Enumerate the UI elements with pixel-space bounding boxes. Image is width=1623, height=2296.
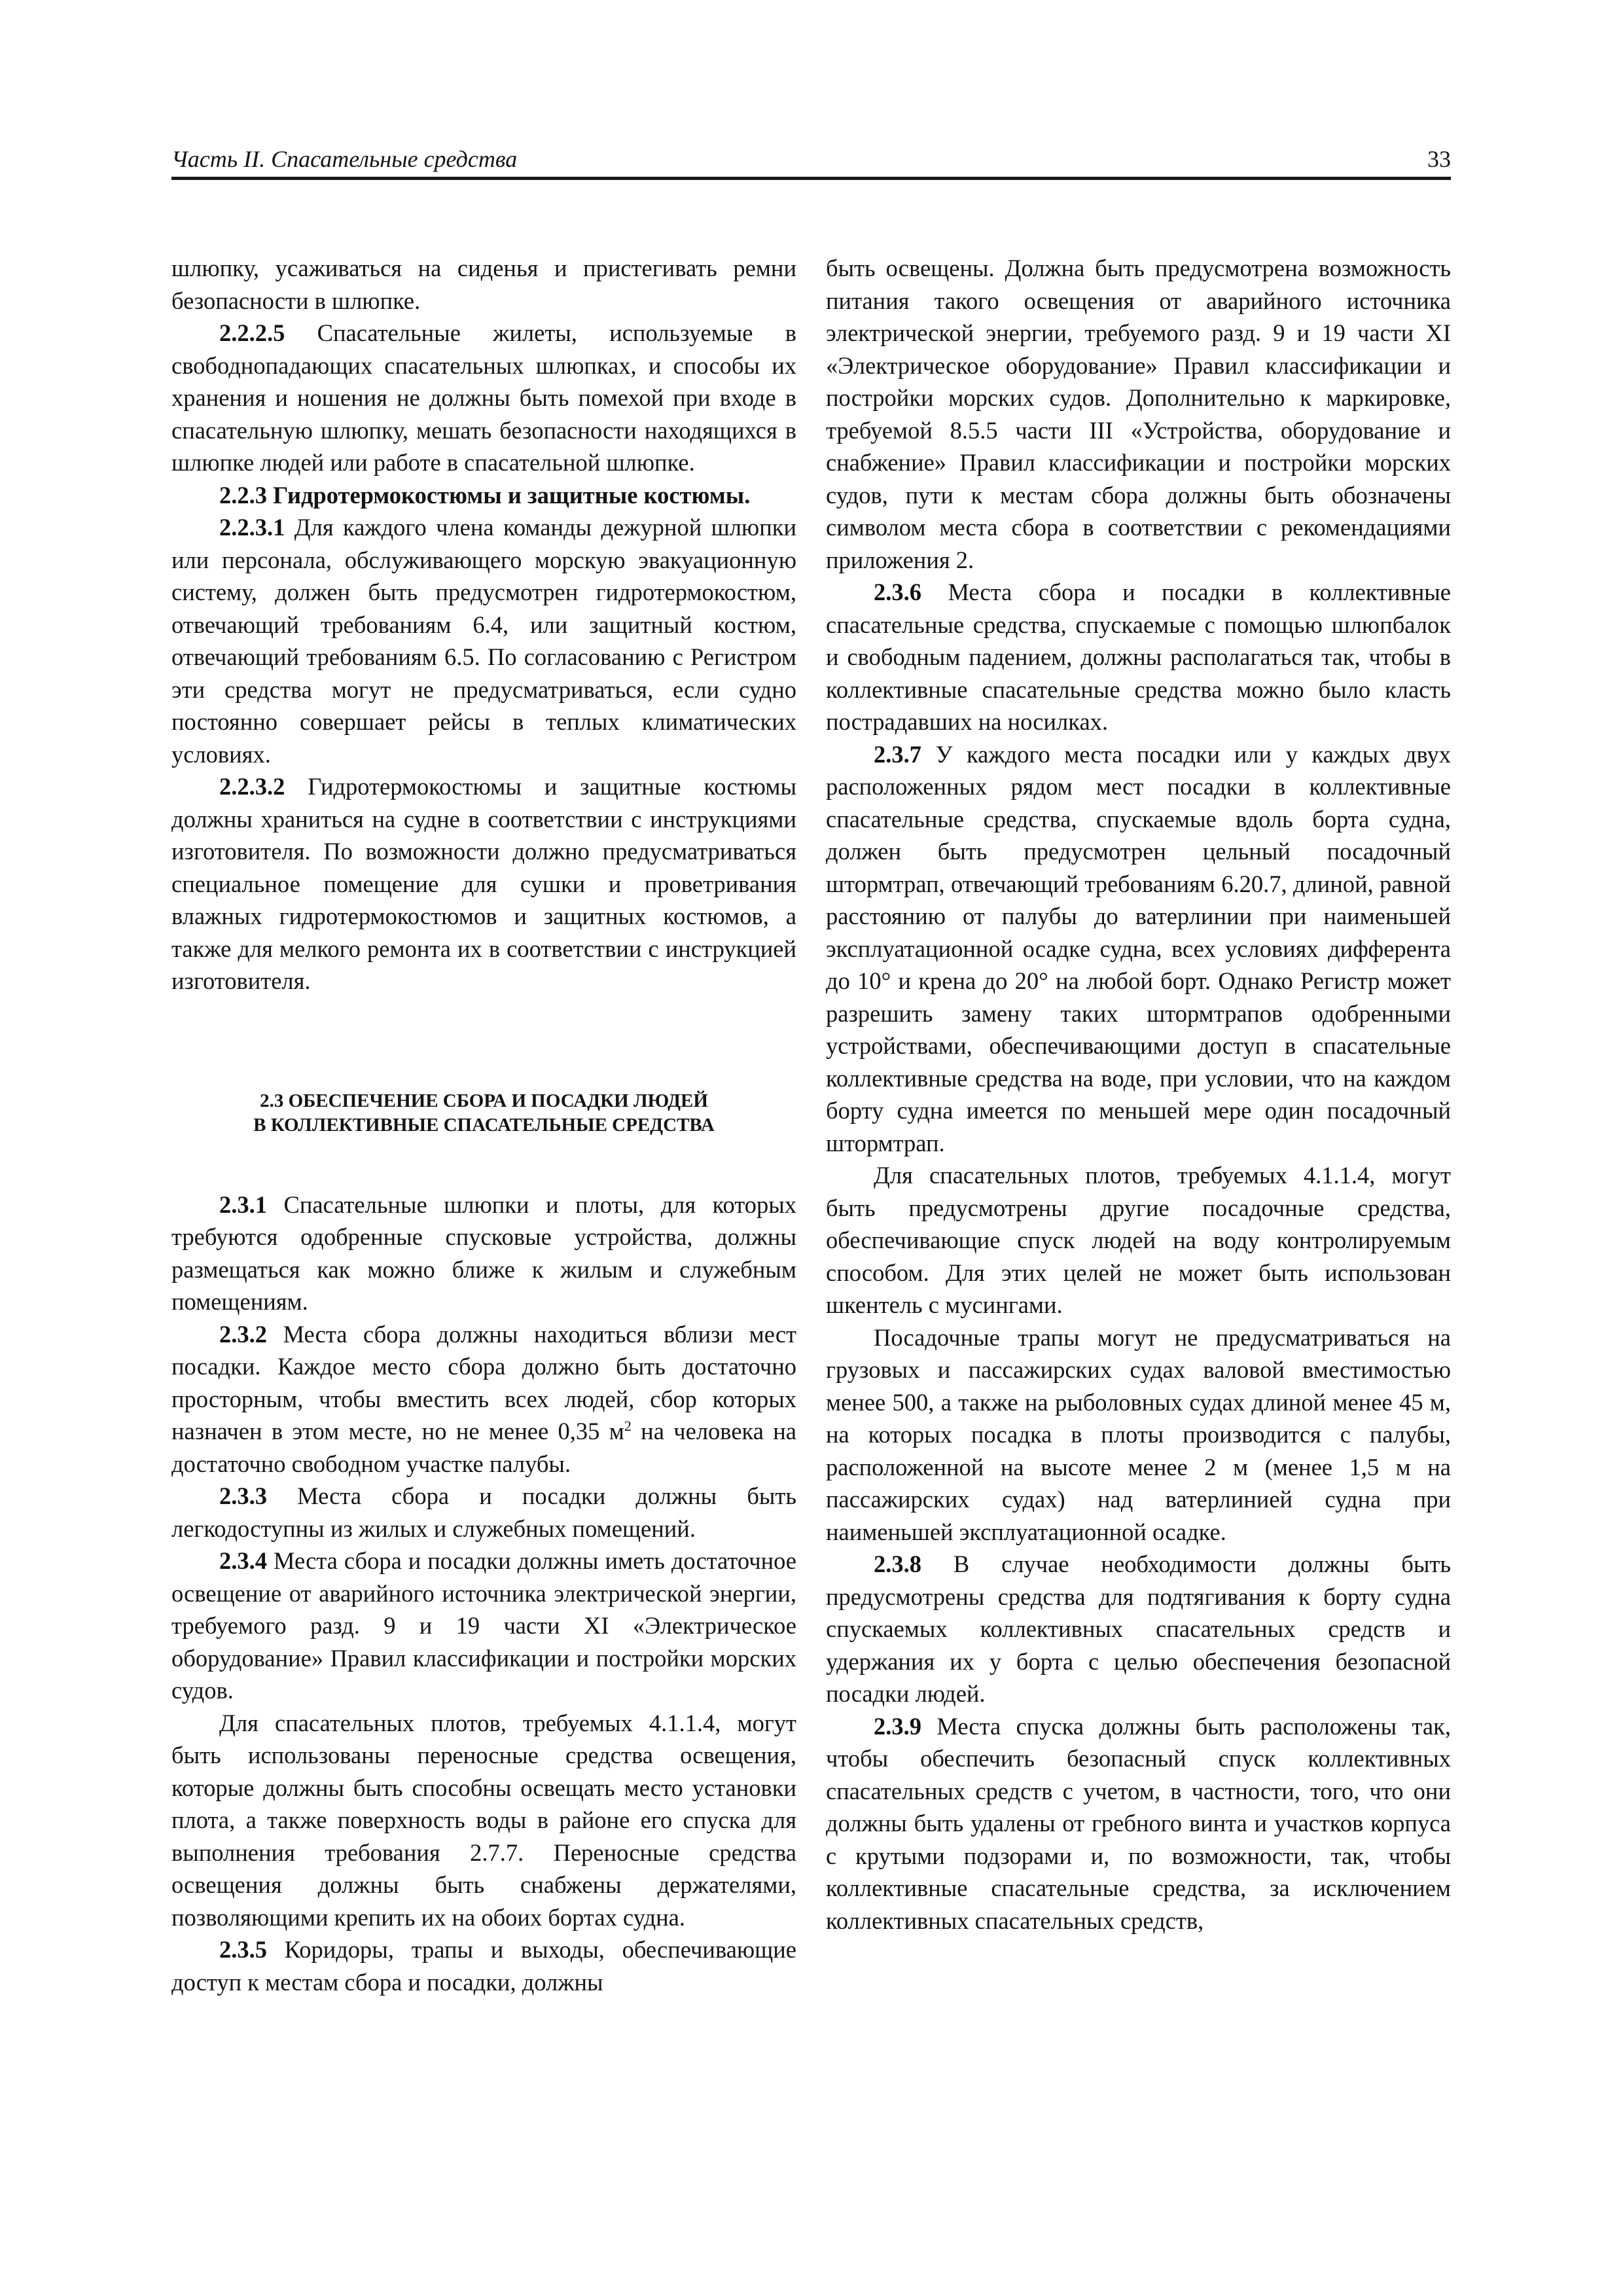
paragraph-2-3-1: 2.3.1 Спасательные шлюпки и плоты, для которых требуются одобренные спусковые устройства, должны размещаться как можно ближе к жилым и служебным помещениям. bbox=[171, 1191, 796, 1315]
paragraph-2-3-7: 2.3.7 У каждого места посадки или у каждых двух расположенных рядом мест посадки в коллективные спасательные средства, спускаемые вдоль борта судна, должен быть предусмотрен цельный посадочный штормтрап, отвечающий требованиям 6.20.7, длиной, равной расстоянию от палубы до ватерлинии при наименьшей эксплуатационной осадке судна, всех условиях дифферента до 10° и крена до 20° на любой борт. Однако Регистр может разрешить замену таких штормтрапов одобренными устройствами, обеспечивающими доступ в спасательные коллективные средства на воде, при условии, что на каждом борту судна имеется по меньшей мере один посадочный штормтрап. bbox=[826, 740, 1451, 1157]
paragraph: Для спасательных плотов, требуемых 4.1.1.4, могут быть использованы переносные средства освещения, которые должны быть способны освещать место установки плота, а также поверхность воды в районе его спуска для выполнения требования 2.7.7. Переносные средства освещения должны быть снабжены держателями, позволяющими крепить их на обоих бортах судна. bbox=[171, 1709, 796, 1931]
subsection-heading-2-2-3: 2.2.3 Гидротермокостюмы и защитные костюмы. bbox=[219, 481, 751, 509]
paragraph-2-3-8: 2.3.8 В случае необходимости должны быть предусмотрены средства для подтягивания к борту судна спускаемых коллективных спасательных средств и удержания их у борта с целью обеспечения безопасной посадки людей. bbox=[826, 1551, 1451, 1707]
paragraph-2-3-5: 2.3.5 Коридоры, трапы и выходы, обеспечивающие доступ к местам сбора и посадки, должны bbox=[171, 1936, 797, 1996]
paragraph-2-2-3-1: 2.2.3.1 Для каждого члена команды дежурной шлюпки или персонала, обслуживающего морскую эвакуационную систему, должен быть предусмотрен гидротермокостюм, отвечающий требованиям 6.4, или защитный костюм, отвечающий требованиям 6.5. По согласованию с Регистром эти средства могут не предусматриваться, если судно постоянно совершает рейсы в теплых климатических условиях. bbox=[171, 514, 797, 768]
paragraph-2-2-3-2: 2.2.3.2 Гидротермокостюмы и защитные костюмы должны храниться на судне в соответствии с инструкциями изготовителя. По возможности должно предусматриваться специальное помещение для сушки и проветривания влажных гидротермокостюмов и защитных костюмов, а также для мелкого ремонта их в соответствии с инструкцией изготовителя. bbox=[171, 773, 797, 994]
paragraph: быть освещены. Должна быть предусмотрена возможность питания такого освещения от аварийного источника электрической энергии, требуемого разд. 9 и 19 части XI «Электрическое оборудование» Правил классификации и постройки морских судов. Дополнительно к маркировке, требуемой 8.5.5 части III «Устройства, оборудование и снабжение» Правил классификации и постройки морских судов, пути к местам сбора должны быть обозначены символом места сбора в соответствии с рекомендациями приложения 2. bbox=[826, 255, 1451, 573]
paragraph: Посадочные трапы могут не предусматриваться на грузовых и пассажирских судах валовой вместимостью менее 500, а также на рыболовных судах длиной менее 45 м, на которых посадка в плоты производится с палубы, расположенной на высоте менее 2 м (менее 1,5 м на пассажирских судах) над ватерлинией судна при наименьшей эксплуатационной осадке. bbox=[826, 1323, 1451, 1545]
paragraph-2-3-9: 2.3.9 Места спуска должны быть расположены так, чтобы обеспечить безопасный спуск коллективных спасательных средств с учетом, в частности, того, что они должны быть удалены от гребного винта и участков корпуса с крутыми подзорами и, по возможности, так, чтобы коллективные спасательные средства, за исключением коллективных спасательных средств, bbox=[826, 1712, 1451, 1934]
left-column bbox=[171, 252, 796, 1998]
right-column bbox=[826, 252, 1451, 1937]
paragraph-2-3-6: 2.3.6 Места сбора и посадки в коллективные спасательные средства, спускаемые с помощью шлюпбалок и свободным падением, должны располагаться так, чтобы в коллективные спасательные средства можно было класть пострадавших на носилках. bbox=[826, 579, 1452, 735]
paragraph-2-3-3: 2.3.3 Места сбора и посадки должны быть легкодоступны из жилых и служебных помещений. bbox=[171, 1482, 797, 1542]
paragraph-2-2-2-5: 2.2.2.5 Спасательные жилеты, используемые в свободнопадающих спасательных шлюпках, и способы их хранения и ношения не должны быть помехой при входе в спасательную шлюпку, мешать безопасности находящихся в шлюпке людей или работе в спасательной шлюпке. bbox=[171, 319, 797, 476]
paragraph: Для спасательных плотов, требуемых 4.1.1.4, могут быть предусмотрены другие посадочные средства, обеспечивающие спуск людей на воду контролируемым способом. Для этих целей не может быть использован шкентель с мусингами. bbox=[826, 1162, 1451, 1318]
running-title: Часть II. Спасательные средства bbox=[171, 146, 518, 172]
paragraph-2-3-4: 2.3.4 Места сбора и посадки должны иметь достаточное освещение от аварийного источника электрической энергии, требуемого разд. 9 и 19 части XI «Электрическое оборудование» Правил классификации и постройки морских судов. bbox=[171, 1547, 796, 1704]
page-number: 33 bbox=[1427, 146, 1451, 172]
paragraph: шлюпку, усаживаться на сиденья и пристегивать ремни безопасности в шлюпке. bbox=[171, 255, 796, 314]
paragraph-2-3-2: 2.3.2 Места сбора должны находиться вблизи мест посадки. Каждое место сбора должно быть достаточно просторным, чтобы вместить всех людей, сбор которых назначен в этом месте, но не менее 0,35 $м^2$ на человека на достаточно свободном участке палубы. bbox=[171, 1320, 796, 1477]
page-header bbox=[171, 143, 1451, 180]
section-heading: 2.3 ОБЕСПЕЧЕНИЕ СБОРА И ПОСАДКИ ЛЮДЕЙ В КОЛЛЕКТИВНЫЕ СПАСАТЕЛЬНЫЕ СРЕДСТВА bbox=[253, 1090, 715, 1136]
